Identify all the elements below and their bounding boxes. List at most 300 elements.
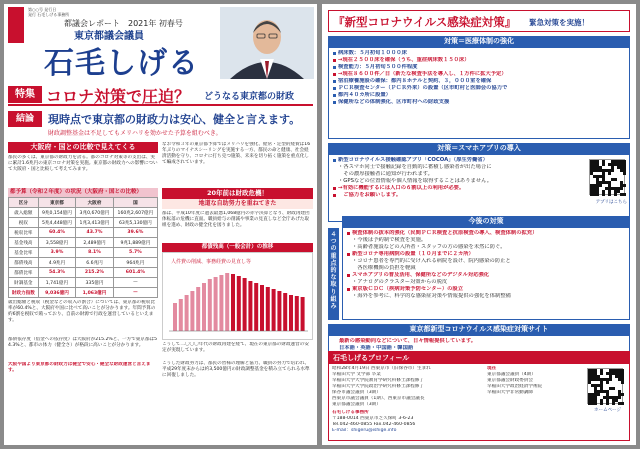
future-item xyxy=(346,251,626,258)
qr-module xyxy=(606,396,609,399)
qr-module xyxy=(617,163,620,166)
qr-module xyxy=(593,166,596,169)
chart-bar xyxy=(248,281,252,331)
qr-module xyxy=(612,387,615,390)
qr-module xyxy=(608,181,611,184)
qr-module xyxy=(609,387,612,390)
medical-item-text: 宿泊療養施設の確保：都内８ホテルと契約、３，０００室を確保 xyxy=(338,78,492,84)
qr-module xyxy=(599,181,602,184)
qr-module xyxy=(602,163,605,166)
future-item-text: 検査体制の抜本的強化（民間ＰＣＲ検査と抗原検査の導入、検査体制の拡充） xyxy=(352,230,538,236)
chart-bar xyxy=(301,297,305,331)
future-item-text: 各医療機関の負担を軽減 xyxy=(352,265,416,271)
future-item-text: スマホアプリの普及活用、保健所などのデジタル対応強化 xyxy=(352,272,490,278)
table-row xyxy=(9,258,158,268)
bullet-icon xyxy=(333,87,336,90)
table-cell: 8.1% xyxy=(76,248,114,258)
qr-module xyxy=(620,169,623,172)
chart-bar xyxy=(266,287,270,331)
app-qr-code[interactable] xyxy=(589,159,625,195)
qr-module xyxy=(591,378,594,381)
qr-module xyxy=(614,187,617,190)
qr-module xyxy=(621,378,624,381)
qr-module xyxy=(623,172,626,175)
qr-module xyxy=(623,184,626,187)
table-cell: 9兆0,154億円 xyxy=(38,208,76,218)
table-cell: 基金残高 xyxy=(9,238,39,248)
future-item xyxy=(346,293,626,300)
app-item-text: →有効に機能するには人口の６割以上の利用が必要。 xyxy=(338,185,465,191)
homepage-qr-label: ホームページ xyxy=(594,408,621,413)
qr-module xyxy=(608,193,611,196)
table-cell: 335億円 xyxy=(76,278,114,288)
bullet-icon xyxy=(333,52,336,55)
qr-module xyxy=(591,372,594,375)
qr-module xyxy=(599,175,602,178)
header-small-line-2: 発行 石毛しげる事務所 xyxy=(28,12,70,17)
future-item-text: ・海外を参考に、科学的な感染症対策や情報提供の強化を体制整備 xyxy=(352,293,511,299)
app-item xyxy=(332,171,590,178)
qr-module xyxy=(615,372,618,375)
qr-module xyxy=(621,402,624,405)
debt-ratio-paragraph: 都債依存度（借金への依存度）は大阪府が215.2%と、一方で東京都は54.3%と、都市の体力（健全さ）が格段に高いことが分かります。 xyxy=(8,337,158,348)
qr-module xyxy=(588,402,591,405)
chart-bar xyxy=(190,291,194,331)
future-item xyxy=(346,244,626,251)
app-box xyxy=(328,154,630,222)
medical-item xyxy=(332,85,626,92)
bullet-icon xyxy=(347,253,350,256)
app-item xyxy=(332,192,590,199)
qr-module xyxy=(590,172,593,175)
qr-module xyxy=(609,378,612,381)
chart-bar xyxy=(289,295,293,331)
app-list xyxy=(332,157,590,199)
app-item xyxy=(332,185,590,192)
chart-bar xyxy=(243,278,247,331)
future-item xyxy=(346,265,626,272)
table-cell: 215.2% xyxy=(76,268,114,278)
qr-module xyxy=(594,384,597,387)
table-cell: 税収 xyxy=(9,218,39,228)
bullet-icon xyxy=(333,101,336,104)
profile-line: 東京都議会議員（3期） xyxy=(332,402,381,407)
chart-bar xyxy=(208,279,212,331)
qr-module xyxy=(603,396,606,399)
medical-item xyxy=(332,92,626,99)
debt-chart xyxy=(162,252,313,340)
qr-module xyxy=(615,399,618,402)
medical-item-text: 検査能力：５月初旬５００件程度 xyxy=(338,64,418,70)
qr-module xyxy=(600,387,603,390)
bullet-icon xyxy=(347,274,350,277)
qr-module xyxy=(597,384,600,387)
qr-module xyxy=(620,184,623,187)
future-item xyxy=(346,286,626,293)
crisis-subtitle: 地道な自助努力を重ねてきた xyxy=(162,199,313,209)
table-row xyxy=(9,268,158,278)
future-section xyxy=(342,216,630,320)
qr-module xyxy=(609,396,612,399)
qr-module xyxy=(588,375,591,378)
qr-module xyxy=(609,369,612,372)
qr-module xyxy=(611,163,614,166)
medical-item-text: 都内４０カ所に設置） xyxy=(338,92,391,98)
table-cell: 財政力指数 xyxy=(9,288,39,298)
future-item-text: ・アナログのクラスター対策からの脱皮 xyxy=(352,279,448,285)
summary-paragraph: 大阪や国より東京都の財政力は健全で安心・健全な財政運営と言えます。 xyxy=(8,362,151,373)
qr-module xyxy=(620,163,623,166)
qr-module xyxy=(594,369,597,372)
table-cell: 160兆2,607億円 xyxy=(113,208,157,218)
table-row xyxy=(9,288,158,298)
table-cell: 9,036億円 xyxy=(38,288,76,298)
office-phone: Tel.042-460-0855 Fax.042-460-0856 xyxy=(332,422,416,427)
qr-module xyxy=(602,169,605,172)
comparison-column xyxy=(8,142,158,375)
profile-line: 昭和28年4月19日 西東京市（旧保谷市）生まれ xyxy=(332,366,431,371)
qr-module xyxy=(602,181,605,184)
qr-module xyxy=(594,378,597,381)
qr-module xyxy=(596,169,599,172)
future-item-text: ・コロナ患者を専門的に受け入れる病院を設け、院内感染の防止と xyxy=(352,258,511,264)
table-header-cell: 大阪府 xyxy=(76,198,114,208)
qr-module xyxy=(618,375,621,378)
profile-office xyxy=(332,410,578,434)
qr-module xyxy=(588,396,591,399)
qr-module xyxy=(591,384,594,387)
qr-module xyxy=(612,402,615,405)
qr-module xyxy=(593,175,596,178)
table-cell: 54.3% xyxy=(38,268,76,278)
medical-item xyxy=(332,99,626,106)
qr-module xyxy=(599,169,602,172)
qr-module xyxy=(588,393,591,396)
profile-line: 早稲田大学大学院政治学研究科修士課程修了 xyxy=(332,384,424,389)
table-cell: — xyxy=(113,278,157,288)
qr-module xyxy=(614,160,617,163)
qr-module xyxy=(600,378,603,381)
debt-chart-svg xyxy=(163,253,312,339)
qr-module xyxy=(590,184,593,187)
covid-title: 『新型コロナウイルス感染症対策』 xyxy=(333,15,517,29)
chart-bar xyxy=(254,283,258,331)
qr-module xyxy=(597,390,600,393)
qr-module xyxy=(615,369,618,372)
qr-module xyxy=(594,375,597,378)
qr-module xyxy=(594,393,597,396)
profile-current xyxy=(487,366,577,396)
covid-title-box xyxy=(328,10,630,32)
profile-line: 保谷市議会議員（3期） xyxy=(332,390,381,395)
qr-module xyxy=(597,378,600,381)
table-cell: 歳入総額 xyxy=(9,208,39,218)
qr-module xyxy=(597,393,600,396)
site-bar[interactable]: 東京都新型コロナウイルス感染症対策サイト xyxy=(328,324,630,335)
qr-module xyxy=(600,402,603,405)
qr-module xyxy=(608,187,611,190)
qr-module xyxy=(621,381,624,384)
qr-module xyxy=(606,402,609,405)
table-cell: 1,063億円 xyxy=(76,288,114,298)
qr-module xyxy=(590,193,593,196)
qr-module xyxy=(618,372,621,375)
qr-module xyxy=(600,369,603,372)
comparison-title: 大阪府・国との比較で見えてくる xyxy=(8,142,158,153)
table-cell: 5兆4,448億円 xyxy=(38,218,76,228)
table-cell: 1,741億円 xyxy=(38,278,76,288)
office-email[interactable]: E-mail：shigeru@ishige.info xyxy=(332,428,397,433)
profile-section xyxy=(328,351,630,441)
qr-module xyxy=(590,160,593,163)
qr-module xyxy=(588,378,591,381)
bullet-icon xyxy=(333,187,336,190)
budget-table-title: 都予算（令和２年度）の状況（大阪府・国との比較） xyxy=(8,188,158,197)
qr-module xyxy=(596,160,599,163)
qr-module xyxy=(621,393,624,396)
qr-module xyxy=(600,384,603,387)
chart-bar xyxy=(185,295,189,331)
table-row xyxy=(9,238,158,248)
table-cell: 3,558億円 xyxy=(38,238,76,248)
medical-item-text: ＰＣＲ検査センター（ＰＣＲ外来）の設置（区市町村と医師会の協力で xyxy=(338,85,508,91)
qr-module xyxy=(614,190,617,193)
qr-module xyxy=(606,378,609,381)
qr-module xyxy=(591,393,594,396)
table-cell: 43.7% xyxy=(76,228,114,238)
medical-list xyxy=(328,47,630,139)
chart-bar xyxy=(173,303,177,331)
qr-module xyxy=(606,372,609,375)
qr-module xyxy=(602,190,605,193)
end-paragraph: こうした財政努力は、都民の皆様の理解と協力、職員の努力で培われ、平成29年度末からは約3,500億円の財政調整基金を積み立てられる水準に回復しました。 xyxy=(162,361,310,378)
after-chart-paragraph: こうして二〇〇〇年代の財政再建を経て、現在の東京都の財政運営の安定が実現しています。 xyxy=(162,342,309,353)
app-item xyxy=(332,157,590,164)
table-row xyxy=(9,248,158,258)
qr-module xyxy=(612,372,615,375)
qr-module xyxy=(590,163,593,166)
profile-line: 東京都議会議員（4期） xyxy=(487,372,536,377)
qr-module xyxy=(611,178,614,181)
chart-note: 人件費の削減、事務経費の見直し等 xyxy=(171,259,252,265)
table-cell: — xyxy=(113,288,157,298)
qr-module xyxy=(618,402,621,405)
chart-bar xyxy=(202,283,206,331)
qr-module xyxy=(618,369,621,372)
app-item-text: 新型コロナウイルス接触確認アプリ「COCOA」（厚生労働省） xyxy=(338,157,488,163)
table-cell: 基金比率 xyxy=(9,248,39,258)
profile-line: 西東京市議会議員（1期）、西東京市議会議長 xyxy=(332,396,425,401)
qr-module xyxy=(614,163,617,166)
special-headline xyxy=(8,84,313,106)
medical-item-text: 病床数：５月初旬１０００床 xyxy=(338,50,407,56)
qr-module xyxy=(615,396,618,399)
table-row xyxy=(9,228,158,238)
future-item-text: ・高齢者施設などの入所者・スタッフの方の感染を未然に防ぐ。 xyxy=(352,244,506,250)
medical-item xyxy=(332,57,626,64)
office-address: 〒188-0014 西東京市芝久保町 3-6-23 xyxy=(332,416,414,421)
qr-module xyxy=(602,160,605,163)
future-item-text: 東京版ＣＤＣ（疾病対策予防センター）の設立 xyxy=(352,286,464,292)
table-cell: 6.6兆円 xyxy=(76,258,114,268)
medical-bar: 対策＝医療体制の強化 xyxy=(328,36,630,47)
qr-module xyxy=(588,372,591,375)
qr-module xyxy=(588,399,591,402)
qr-module xyxy=(608,172,611,175)
special-sub: どうなる東京都の財政 xyxy=(204,92,295,102)
office-name: 石毛しげる事務所 xyxy=(332,410,369,415)
conclusion-main: 現時点で東京都の財政力は安心、健全と言えます。 xyxy=(48,113,301,126)
table-header-cell: 区分 xyxy=(9,198,39,208)
qr-module xyxy=(602,178,605,181)
app-item-text: ・GPSなどの位置情報や個人情報を取得することはありません。 xyxy=(338,178,492,184)
table-cell: 税収比率 xyxy=(9,228,39,238)
qr-module xyxy=(608,184,611,187)
qr-module xyxy=(594,396,597,399)
qr-module xyxy=(617,190,620,193)
table-cell: 63兆5,130億円 xyxy=(113,218,157,228)
candidate-name: 石毛しげる xyxy=(44,46,199,81)
conclusion-sub: 財政調整基金は不足してもメリハリを効かせた予算を組むべき。 xyxy=(48,130,222,137)
qr-module xyxy=(603,390,606,393)
qr-module xyxy=(590,166,593,169)
chart-bar xyxy=(237,276,241,331)
conclusion-label: 結論 xyxy=(8,111,42,127)
profile-history xyxy=(332,366,482,408)
qr-module xyxy=(596,166,599,169)
bullet-icon xyxy=(333,194,336,197)
future-list xyxy=(342,227,630,320)
bullet-icon xyxy=(333,59,336,62)
qr-module xyxy=(608,190,611,193)
qr-module xyxy=(621,369,624,372)
qr-module xyxy=(594,387,597,390)
table-cell: 財調基金 xyxy=(9,278,39,288)
qr-module xyxy=(615,375,618,378)
qr-module xyxy=(602,193,605,196)
qr-module xyxy=(605,181,608,184)
future-item xyxy=(346,230,626,237)
table-cell: 9兆1,889億円 xyxy=(113,238,157,248)
app-qr-label: アプリはこちら xyxy=(595,200,627,205)
bullet-icon xyxy=(333,73,336,76)
right-page xyxy=(322,4,636,445)
table-cell: 4.9兆円 xyxy=(38,258,76,268)
homepage-qr-code[interactable] xyxy=(587,368,623,404)
medical-item-text: 保健所などの体制強化、区市町村への財政支援 xyxy=(338,99,450,105)
qr-module xyxy=(618,396,621,399)
qr-module xyxy=(600,399,603,402)
future-item xyxy=(346,279,626,286)
tax-ratio-paragraph: 歳出総額と税収（税金などの収入の割合）については、東京都の税収比率が60.4%と、大阪府や国に比べて高いことが分かります。年間予算の約6割を税収で賄っており、自前の財源で行政を運営しているといえます。 xyxy=(8,300,156,323)
qr-module xyxy=(611,169,614,172)
chart-bar xyxy=(196,287,200,331)
future-bar: 今後の対策 xyxy=(342,216,630,227)
qr-module xyxy=(609,372,612,375)
qr-module xyxy=(593,163,596,166)
table-header-cell: 国 xyxy=(113,198,157,208)
qr-module xyxy=(599,166,602,169)
profile-line: 早稲田大学政治経済学術院 xyxy=(487,384,543,389)
qr-module xyxy=(591,369,594,372)
medical-item-text: →現在２５００床を確保（うち、重症病床数１５０床） xyxy=(338,57,470,63)
future-side-text: ４つの重点的な取り組み xyxy=(330,231,337,311)
profile-line: 早稲田大学 文学部 卒業 xyxy=(332,372,381,377)
qr-module xyxy=(614,193,617,196)
qr-module xyxy=(590,187,593,190)
qr-module xyxy=(621,372,624,375)
bullet-icon xyxy=(347,288,350,291)
table-cell: 1兆3,413億円 xyxy=(76,218,114,228)
bullet-icon xyxy=(333,94,336,97)
table-cell: 3.9% xyxy=(38,248,76,258)
table-cell: 5.7% xyxy=(113,248,157,258)
bullet-icon xyxy=(347,232,350,235)
chart-bar xyxy=(295,296,299,331)
medical-item xyxy=(332,64,626,71)
future-item-text: ・今後は予約制で検査を実施。 xyxy=(352,237,427,243)
report-title: 都議会レポート 2021年 初春号 xyxy=(64,19,183,28)
qr-module xyxy=(591,399,594,402)
qr-module xyxy=(606,393,609,396)
table-cell: 2,489億円 xyxy=(76,238,114,248)
qr-module xyxy=(623,163,626,166)
qr-module xyxy=(591,402,594,405)
table-cell: 都債比率 xyxy=(9,268,39,278)
future-item xyxy=(346,258,626,265)
qr-module xyxy=(620,181,623,184)
qr-module xyxy=(594,402,597,405)
table-cell: 601.4% xyxy=(113,268,157,278)
qr-module xyxy=(618,393,621,396)
table-cell: 60.4% xyxy=(38,228,76,238)
chart-bar xyxy=(260,285,264,331)
qr-module xyxy=(609,375,612,378)
app-item-text: ・各スマホ同士で接触記録を自動的に蓄積し感染者が出た場合に xyxy=(338,164,492,170)
qr-module xyxy=(597,375,600,378)
special-main: コロナ対策で圧迫？ xyxy=(46,87,191,106)
table-header-cell: 東京都 xyxy=(38,198,76,208)
qr-module xyxy=(612,399,615,402)
medical-section xyxy=(328,36,630,139)
budget-intro: なお令和３年の東京都予算ではメリハリを強化、経常・定型的経費は16年ぶりのマイナスシーリングを実施する一方、都民の命と健康、社会経済活動を守り、コロナに打ち克つ施策、未来を切り拓く施策を重点化して編成されています。 xyxy=(162,142,311,165)
chart-bar xyxy=(214,277,218,331)
qr-module xyxy=(608,169,611,172)
qr-module xyxy=(612,369,615,372)
header-small-line-1: 第○○号 発行日 xyxy=(28,7,57,12)
future-side-label xyxy=(328,228,339,320)
bullet-icon xyxy=(333,159,336,162)
qr-module xyxy=(596,175,599,178)
header-tag xyxy=(8,7,24,43)
special-label: 特集 xyxy=(8,86,42,103)
qr-module xyxy=(596,178,599,181)
qr-module xyxy=(621,375,624,378)
qr-module xyxy=(617,160,620,163)
qr-module xyxy=(602,172,605,175)
medical-item xyxy=(332,71,626,78)
conclusion xyxy=(8,109,313,139)
crisis-paragraph: 都は、平成10年度に過去最悪1,068億円の赤字決算となり、財政再建団体転落の危機に直面。職員給与の削減や事業の見直しなど全庁あげた取組を進め、財政の健全化を図りました。 xyxy=(162,211,310,228)
qr-module xyxy=(593,187,596,190)
qr-module xyxy=(611,166,614,169)
qr-module xyxy=(596,187,599,190)
qr-module xyxy=(588,369,591,372)
qr-module xyxy=(596,181,599,184)
left-page xyxy=(4,4,317,445)
site-line-1: 最新の感染動向などについて、日々情報提供しています。 xyxy=(339,338,477,344)
qr-module xyxy=(603,378,606,381)
